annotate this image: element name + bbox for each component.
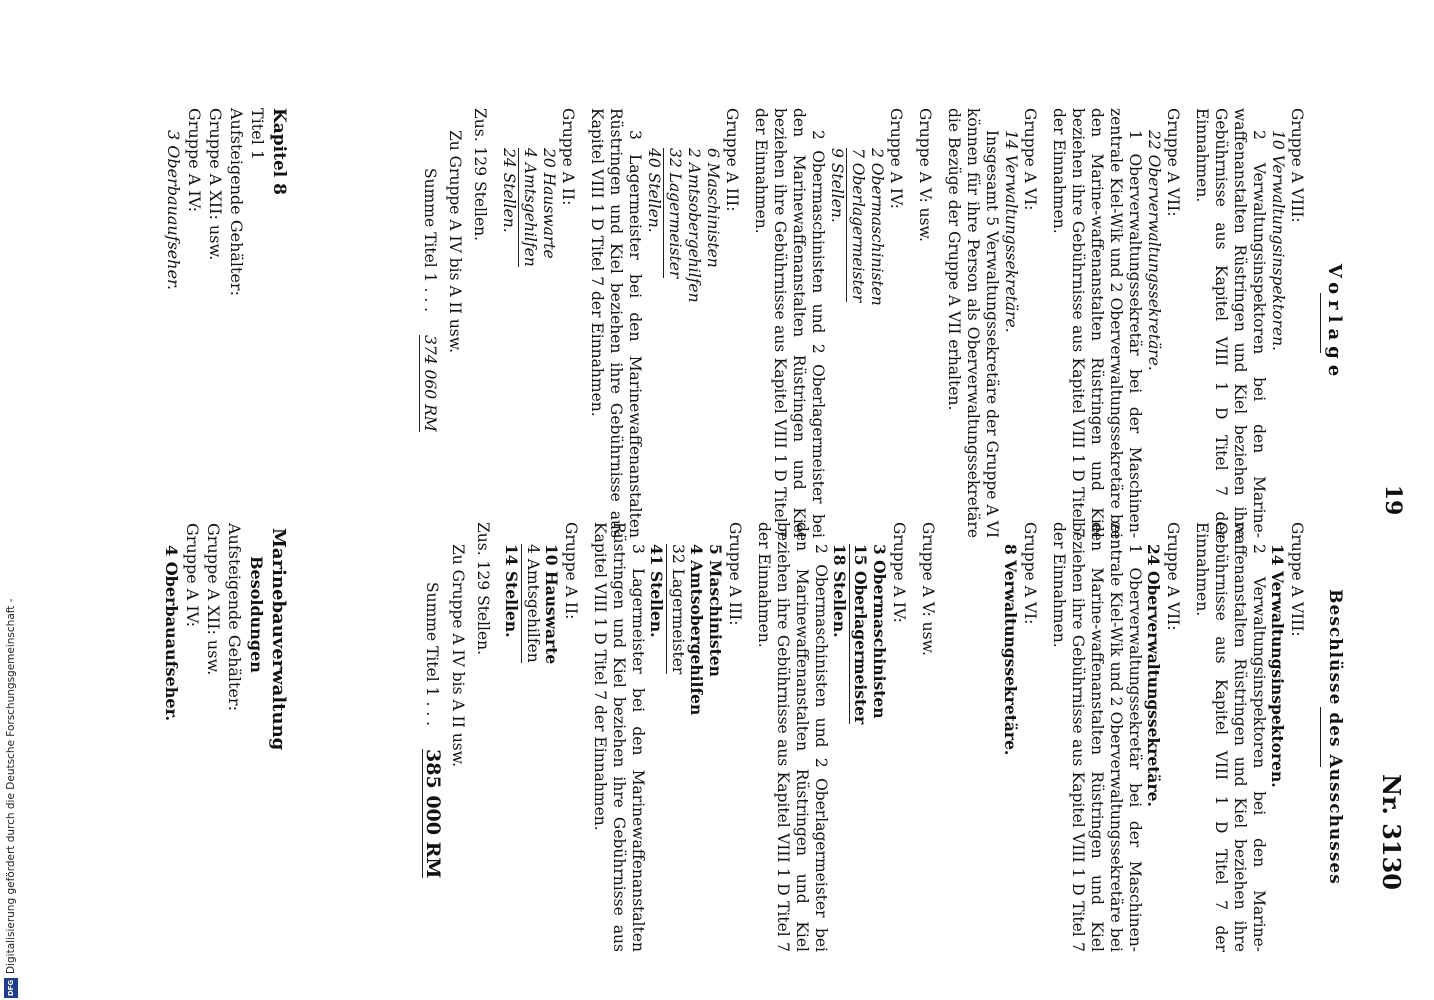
column-vorlage bbox=[419, 108, 1344, 538]
position-line: 3 Obermaschinisten bbox=[870, 544, 889, 719]
group-label: Gruppe A VI: bbox=[1021, 108, 1039, 211]
kapitel-line: Aufsteigende Gehälter: bbox=[227, 108, 246, 296]
section-a-viii bbox=[1192, 108, 1306, 538]
group-note: 3 Lagermeister bei den Marinewaffenanstalten Rüstringen und Kiel beziehen ihre Gebührnisse aus Kapitel VIII 1 D Titel 7 der Einnahmen. bbox=[588, 108, 644, 538]
group-note: Insgesamt 5 Verwaltungssekretäre der Gruppe A VI können für ihre Person als Oberverwaltungssekretäre die Bezüge der Gruppe A VII erhalten. bbox=[945, 108, 1001, 538]
besoldungen-heading: Besoldungen bbox=[247, 556, 266, 673]
column-beschluesse bbox=[422, 522, 1344, 952]
group-label: Gruppe A VIII: bbox=[1288, 522, 1306, 637]
group-count: 8 Verwaltungssekretäre. bbox=[1001, 544, 1020, 756]
section-a-viii bbox=[1192, 522, 1306, 952]
group-total: 41 Stellen. bbox=[647, 544, 666, 638]
title-rule bbox=[1320, 293, 1321, 353]
position-line: 2 Amtsobergehilfen bbox=[685, 148, 703, 303]
section-a-iv bbox=[754, 522, 908, 952]
kapitel-line: 3 Oberbauaufseher. bbox=[164, 130, 183, 291]
position-line: 5 Maschinisten bbox=[706, 544, 725, 677]
section-a-vi bbox=[1001, 522, 1039, 952]
position-line: 32 Lagermeister bbox=[663, 148, 684, 278]
total-positions: Zus. 129 Stellen. bbox=[471, 108, 489, 242]
footer-text: Digitalisierung gefördert durch die Deutsche Forschungsgemeinschaft - bbox=[5, 598, 17, 974]
position-line: 4 Amtsgehilfen bbox=[518, 148, 539, 267]
section-a-vi bbox=[944, 108, 1039, 538]
group-label: Gruppe A VII: bbox=[1164, 108, 1182, 217]
section-a-v bbox=[918, 522, 937, 952]
section-a-ii bbox=[499, 108, 577, 538]
kapitel-line: Gruppe A XII: usw. bbox=[204, 523, 223, 676]
position-line: 15 Oberlagermeister bbox=[851, 544, 870, 725]
group-label: Gruppe A V: usw. bbox=[916, 108, 934, 242]
sum-label: Summe Titel 1 . . . bbox=[421, 168, 439, 313]
position-line: 4 Amtsgehilfen bbox=[521, 544, 542, 663]
group-total: 40 Stellen. bbox=[645, 148, 663, 233]
position-line: 32 Lagermeister bbox=[666, 544, 687, 674]
section-a-iv bbox=[751, 108, 905, 538]
group-count: 10 Verwaltungsinspektoren. bbox=[1269, 130, 1287, 351]
group-note: 2 Verwaltungsinspektoren bei den Marine-waffenanstalten Rüstringen und Kiel beziehen ihre Gebührnisse aus Kapitel VIII 1 D Titel 7 der Einnahmen. bbox=[1193, 522, 1268, 952]
total-positions: Zus. 129 Stellen. bbox=[474, 522, 492, 656]
dfg-logo: DFG bbox=[4, 978, 18, 998]
position-line: 6 Maschinisten bbox=[704, 148, 722, 268]
digitization-footer bbox=[4, 0, 20, 998]
position-line: 20 Hauswarte bbox=[540, 148, 558, 259]
group-label: Gruppe A III: bbox=[723, 108, 741, 212]
position-line: 4 Amtsobergehilfen bbox=[687, 544, 706, 716]
title-rule bbox=[1320, 707, 1321, 767]
page-header bbox=[1364, 0, 1434, 1000]
group-label: Gruppe A IV: bbox=[890, 522, 908, 623]
column-title-vorlage: Vorlage bbox=[1324, 263, 1345, 383]
group-label: Gruppe A VII: bbox=[1164, 522, 1182, 631]
kapitel-left bbox=[163, 108, 289, 488]
titel-line: Titel 1 bbox=[248, 108, 267, 161]
group-note: 2 Obermaschinisten und 2 Oberlagermeister bei den Marinewaffenanstalten Rüstringen und Kiel beziehen ihre Gebührnisse aus Kapitel VIII 1 D Titel 7 der Einnahmen. bbox=[755, 522, 830, 952]
position-line: 2 Obermaschinisten bbox=[868, 148, 886, 306]
section-a-vii bbox=[1049, 522, 1182, 952]
group-count: 24 Oberverwaltungssekretäre. bbox=[1144, 544, 1163, 807]
group-note: 1 Oberverwaltungssekretär bei der Maschinen-zentrale Kiel-Wik und 2 Oberverwaltungssekretäre bei den Marine-waffenanstalten Rüstringen und Kiel beziehen ihre Gebührnisse aus Kapitel VIII 1 D Titel 7 der Einnahmen. bbox=[1050, 108, 1144, 538]
zu-gruppe-line: Zu Gruppe A IV bis A II usw. bbox=[449, 544, 467, 768]
group-note: 3 Lagermeister bei den Marinewaffenanstalten Rüstringen und Kiel beziehen ihre Gebührnisse aus Kapitel VIII 1 D Titel 7 der Einnahmen. bbox=[591, 522, 647, 952]
group-count: 22 Oberverwaltungssekretäre. bbox=[1145, 130, 1163, 371]
section-a-ii bbox=[502, 522, 580, 952]
group-label: Gruppe A VI: bbox=[1021, 522, 1039, 625]
group-total: 9 Stellen. bbox=[828, 148, 846, 223]
kapitel-heading: Kapitel 8 bbox=[269, 108, 289, 196]
section-a-vii bbox=[1049, 108, 1182, 538]
section-a-v bbox=[915, 108, 934, 538]
group-count: 14 Verwaltungssekretäre. bbox=[1002, 130, 1020, 333]
document-number: Nr. 3130 bbox=[1377, 774, 1406, 890]
sum-amount: 374 060 RM bbox=[421, 335, 439, 432]
sum-label: Summe Titel 1 . . . bbox=[423, 582, 441, 727]
kapitel-line: 4 Oberbauaufseher. bbox=[162, 545, 181, 722]
group-total: 24 Stellen. bbox=[500, 148, 518, 233]
kapitel-right bbox=[161, 523, 245, 953]
group-total: 18 Stellen. bbox=[830, 544, 849, 638]
sum-amount: 385 000 RM bbox=[422, 749, 444, 879]
group-label: Gruppe A III: bbox=[726, 522, 744, 626]
group-total: 14 Stellen. bbox=[502, 544, 521, 638]
zu-gruppe-line: Zu Gruppe A IV bis A II usw. bbox=[446, 130, 464, 354]
sum-line bbox=[422, 582, 442, 952]
group-label: Gruppe A V: usw. bbox=[919, 522, 937, 656]
page-number: 19 bbox=[1380, 484, 1406, 516]
column-title-beschluesse: Beschlüsse des Ausschusses bbox=[1325, 589, 1345, 885]
kapitel-line: Gruppe A IV: bbox=[183, 523, 202, 628]
group-label: Gruppe A IV: bbox=[887, 108, 905, 209]
verwaltung-heading: Marinebauverwaltung bbox=[268, 528, 289, 751]
group-label: Gruppe A II: bbox=[559, 108, 577, 206]
section-a-iii bbox=[590, 522, 744, 952]
position-line: 7 Oberlagermeister bbox=[846, 148, 867, 302]
kapitel-line: Gruppe A XII: usw. bbox=[206, 108, 225, 261]
group-label: Gruppe A II: bbox=[562, 522, 580, 620]
group-note: 2 Obermaschinisten und 2 Oberlagermeister bei den Marinewaffenanstalten Rüstringen und Kiel beziehen ihre Gebührnisse aus Kapitel VIII 1 D Titel 7 der Einnahmen. bbox=[752, 108, 827, 538]
kapitel-line: Gruppe A IV: bbox=[185, 108, 204, 213]
section-a-iii bbox=[587, 108, 741, 538]
kapitel-line: Aufsteigende Gehälter: bbox=[225, 523, 244, 711]
group-label: Gruppe A VIII: bbox=[1288, 108, 1306, 223]
group-note: 2 Verwaltungsinspektoren bei den Marine-waffenanstalten Rüstringen und Kiel beziehen ihre Gebührnisse aus Kapitel VIII 1 D Titel 7 der Einnahmen. bbox=[1193, 108, 1268, 538]
group-note: 1 Oberverwaltungssekretär bei der Maschinen-zentrale Kiel-Wik und 2 Oberverwaltungssekretäre bei den Marine-waffenanstalten Rüstringen und Kiel beziehen ihre Gebührnisse aus Kapitel VIII 1 D Titel 7 der Einnahmen. bbox=[1050, 522, 1144, 952]
sum-line bbox=[419, 168, 439, 538]
group-count: 14 Verwaltungsinspektoren. bbox=[1268, 544, 1287, 788]
position-line: 10 Hauswarte bbox=[542, 544, 561, 665]
